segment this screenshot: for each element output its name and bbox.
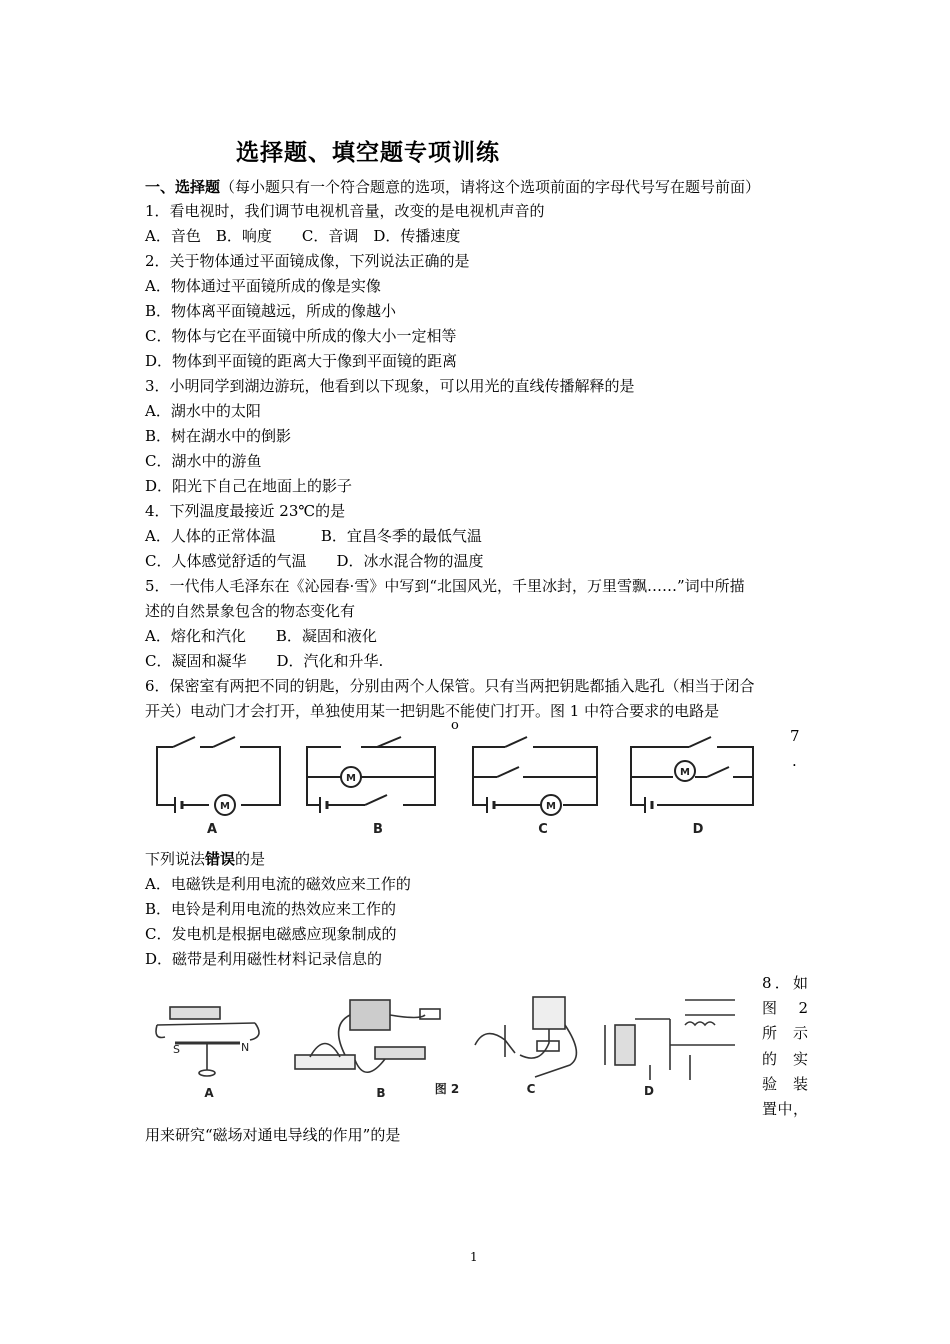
q2-option-a: A．物体通过平面镜所成的像是实像 <box>145 277 381 295</box>
fig2-label-d: D <box>644 1084 654 1098</box>
fig2-caption: 图 2 <box>434 1082 460 1096</box>
figure-2-apparatus <box>145 985 755 1100</box>
q4-stem: 4．下列温度最接近 23℃的是 <box>145 502 346 520</box>
q8-side-line: 置中， <box>762 1100 808 1119</box>
q5-line2: 述的自然景象包含的物态变化有 <box>145 602 356 620</box>
q8-side-line: 的 实 <box>762 1049 808 1068</box>
q7-stem-bold: 错误 <box>205 850 236 868</box>
q6-line1: 6．保密室有两把不同的钥匙，分别由两个人保管。只有当两把钥匙都插入匙孔（相当于闭合 <box>145 677 755 695</box>
q7-stem <box>145 849 265 869</box>
apparatus-c <box>475 997 576 1077</box>
q8-side-line: 验 装 <box>762 1074 808 1093</box>
page-title: 选择题、填空题专项训练 <box>236 140 500 166</box>
section-note: （每小题只有一个符合题意的选项，请将这个选项前面的字母代号写在题号前面） <box>220 178 761 196</box>
q7-number: 7 <box>790 727 800 745</box>
fig2-label-a: A <box>204 1086 214 1100</box>
q2-option-c: C．物体与它在平面镜中所成的像大小一定相等 <box>145 327 457 345</box>
fig1-label-b: B <box>373 822 383 837</box>
motor-label-b: M <box>346 773 356 784</box>
apparatus-d <box>605 1000 735 1080</box>
q3-option-b: B．树在湖水中的倒影 <box>145 427 292 445</box>
section-heading-line <box>145 177 760 197</box>
q2-stem: 2．关于物体通过平面镜成像，下列说法正确的是 <box>145 252 470 270</box>
q7-option-d: D．磁带是利用磁性材料记录信息的 <box>145 950 383 968</box>
fig2-label-c: C <box>526 1082 536 1096</box>
magnet-n-label: N <box>241 1041 250 1054</box>
q3-stem: 3．小明同学到湖边游玩，他看到以下现象，可以用光的直线传播解释的是 <box>145 377 635 395</box>
q1-stem: 1．看电视时，我们调节电视机音量，改变的是电视机声音的 <box>145 202 545 220</box>
circuit-c <box>473 737 597 815</box>
q4-options-cd: C．人体感觉舒适的气温 D．冰水混合物的温度 <box>145 552 484 570</box>
q7-stem-post: 的是 <box>235 850 266 868</box>
page-number: 1 <box>470 1250 478 1264</box>
circuit-a <box>157 737 280 815</box>
fig1-label-d: D <box>692 822 704 837</box>
q7-option-a: A．电磁铁是利用电流的磁效应来工作的 <box>145 875 411 893</box>
q8-side-line: 图 2 <box>762 999 808 1018</box>
q7-option-b: B．电铃是利用电流的热效应来工作的 <box>145 900 397 918</box>
q3-option-a: A．湖水中的太阳 <box>145 402 261 420</box>
circle-mark: o <box>451 718 459 733</box>
q5-options-ab: A．熔化和汽化 B．凝固和液化 <box>145 627 377 645</box>
magnet-s-label: S <box>173 1043 180 1056</box>
apparatus-b <box>295 1000 440 1072</box>
motor-label-d: M <box>680 767 690 778</box>
q5-line1: 5．一代伟人毛泽东在《沁园春·雪》中写到“北国风光，千里冰封，万里雪飘……”词中所描 <box>145 577 745 595</box>
motor-label-a: M <box>220 801 230 812</box>
q7-option-c: C．发电机是根据电磁感应现象制成的 <box>145 925 397 943</box>
q8-stem: 用来研究“磁场对通电导线的作用”的是 <box>145 1126 401 1144</box>
fig2-label-b: B <box>376 1086 386 1100</box>
fig1-label-c: C <box>538 822 548 837</box>
q5-options-cd: C．凝固和凝华 D．汽化和升华. <box>145 652 384 670</box>
q8-side-text <box>762 971 808 1122</box>
q7-number-dot: . <box>792 752 797 770</box>
fig1-label-a: A <box>206 822 218 837</box>
figure-1-circuits <box>145 725 775 840</box>
motor-label-c: M <box>546 801 556 812</box>
q6-line2: 开关）电动门才会打开，单独使用某一把钥匙不能使门打开。图 1 中符合要求的电路是 <box>145 702 720 720</box>
q2-option-b: B．物体离平面镜越远，所成的像越小 <box>145 302 397 320</box>
circuit-b <box>307 737 435 813</box>
q2-option-d: D．物体到平面镜的距离大于像到平面镜的距离 <box>145 352 458 370</box>
q1-options: A．音色 B．响度 C．音调 D．传播速度 <box>145 227 461 245</box>
circuit-d <box>631 737 753 813</box>
q8-side-line: 8．如 <box>762 974 808 992</box>
q7-stem-pre: 下列说法 <box>145 850 206 868</box>
section-heading: 一、选择题 <box>145 178 221 196</box>
q3-option-d: D．阳光下自己在地面上的影子 <box>145 477 353 495</box>
q8-side-line: 所 示 <box>762 1024 808 1043</box>
q3-option-c: C．湖水中的游鱼 <box>145 452 262 470</box>
q4-options-ab: A．人体的正常体温 B．宜昌冬季的最低气温 <box>145 527 482 545</box>
